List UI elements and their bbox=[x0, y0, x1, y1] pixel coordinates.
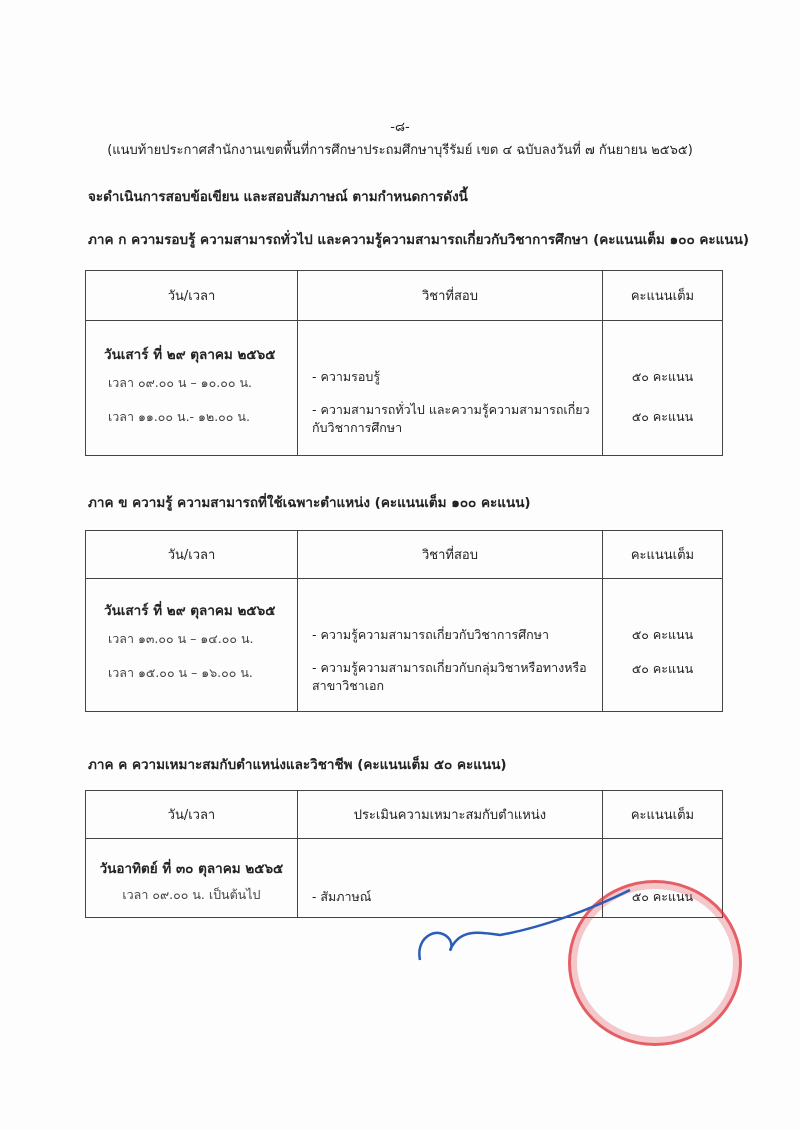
page-number: -๘- bbox=[390, 120, 410, 135]
header-score: คะแนนเต็ม bbox=[602, 271, 722, 321]
exam-score: ๕๐ คะแนน bbox=[631, 369, 694, 384]
exam-subject: - ความรู้ความสามารถเกี่ยวกับกลุ่มวิชาหรือทางหรือสาขาวิชาเอก bbox=[312, 660, 587, 693]
exam-date: วันเสาร์ ที่ ๒๙ ตุลาคม ๒๕๖๕ bbox=[104, 347, 276, 363]
header-score: คะแนนเต็ม bbox=[602, 531, 722, 579]
lead-text: จะดำเนินการสอบข้อเขียน และสอบสัมภาษณ์ ตามกำหนดการดังนี้ bbox=[88, 189, 468, 205]
annex-note: (แนบท้ายประกาศสำนักงานเขตพื้นที่การศึกษาประถมศึกษาบุรีรัมย์ เขต ๔ ฉบับลงวันที่ ๗ กันยายน ๒๕๖๕) bbox=[107, 143, 693, 158]
exam-score: ๕๐ คะแนน bbox=[631, 661, 694, 676]
exam-score: ๕๐ คะแนน bbox=[631, 409, 694, 424]
exam-subject: - ความสามารถทั่วไป และความรู้ความสามารถเกี่ยวกับวิชาการศึกษา bbox=[312, 402, 590, 435]
exam-subject: - ความรู้ความสามารถเกี่ยวกับวิชาการศึกษา bbox=[312, 627, 549, 642]
header-date: วัน/เวลา bbox=[86, 531, 298, 579]
section-a-title: ภาค ก ความรอบรู้ ความสามารถทั่วไป และความรู้ความสามารถเกี่ยวกับวิชาการศึกษา (คะแนนเต็ม ๑๐๐ คะแนน) bbox=[88, 232, 750, 248]
exam-time: เวลา ๑๑.๐๐ น.- ๑๒.๐๐ น. bbox=[108, 409, 250, 424]
exam-score: ๕๐ คะแนน bbox=[631, 627, 694, 642]
section-a-table bbox=[85, 270, 723, 456]
exam-score: ๕๐ คะแนน bbox=[631, 889, 694, 904]
exam-subject: - สัมภาษณ์ bbox=[311, 889, 372, 904]
exam-date: วันอาทิตย์ ที่ ๓๐ ตุลาคม ๒๕๖๕ bbox=[99, 861, 284, 877]
section-b-table bbox=[85, 530, 723, 712]
exam-date: วันเสาร์ ที่ ๒๙ ตุลาคม ๒๕๖๕ bbox=[104, 603, 276, 619]
header-subject: วิชาที่สอบ bbox=[298, 531, 603, 579]
header-score: คะแนนเต็ม bbox=[602, 791, 722, 839]
exam-time: เวลา ๐๙.๐๐ น. เป็นต้นไป bbox=[122, 887, 261, 902]
section-b-title: ภาค ข ความรู้ ความสามารถที่ใช้เฉพาะตำแหน่ง (คะแนนเต็ม ๑๐๐ คะแนน) bbox=[88, 495, 531, 511]
exam-time: เวลา ๑๕.๐๐ น – ๑๖.๐๐ น. bbox=[108, 665, 253, 680]
header-date: วัน/เวลา bbox=[86, 791, 298, 839]
header-assessment: ประเมินความเหมาะสมกับตำแหน่ง bbox=[297, 791, 602, 839]
exam-subject: - ความรอบรู้ bbox=[312, 369, 381, 384]
signature bbox=[400, 880, 640, 970]
exam-time: เวลา ๑๓.๐๐ น – ๑๔.๐๐ น. bbox=[108, 631, 254, 646]
header-date: วัน/เวลา bbox=[86, 271, 298, 321]
header-subject: วิชาที่สอบ bbox=[298, 271, 603, 321]
section-c-title: ภาค ค ความเหมาะสมกับตำแหน่งและวิชาชีพ (คะแนนเต็ม ๕๐ คะแนน) bbox=[88, 757, 507, 773]
exam-time: เวลา ๐๙.๐๐ น – ๑๐.๐๐ น. bbox=[108, 375, 252, 390]
